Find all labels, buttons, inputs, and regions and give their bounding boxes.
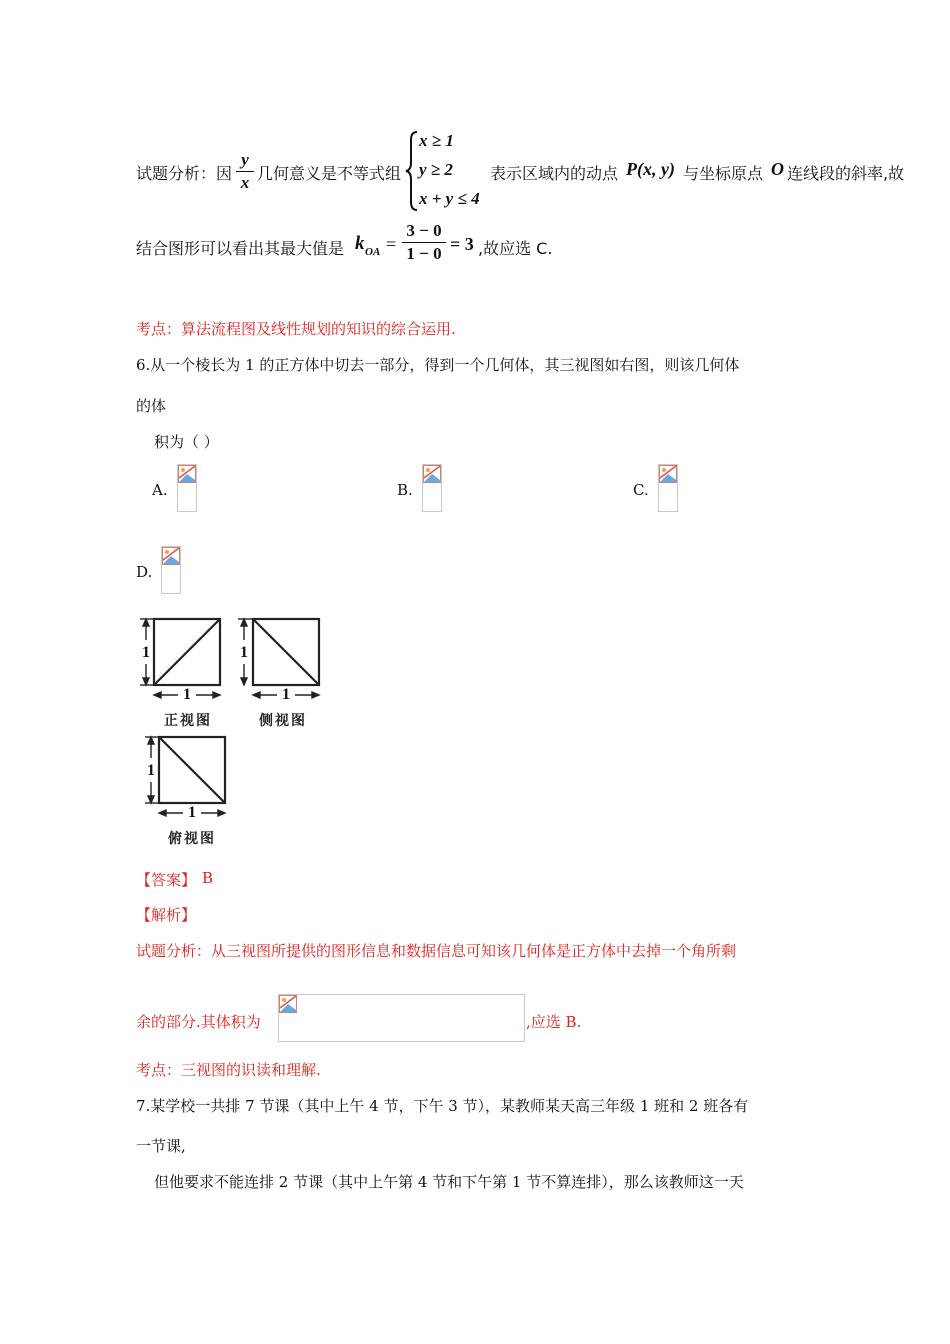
option-c-image[interactable] [658,464,678,512]
broken-image-icon [423,465,441,483]
option-d-image[interactable] [161,546,181,594]
fraction-denominator: x [240,173,250,192]
front-view-width-label: 1 [183,686,191,703]
jiexi-tag: 【解析】 [136,906,197,924]
q6-line3: 积为（ ） [154,433,219,451]
analysis-suffix-c: 连线段的斜率,故 [787,164,905,183]
option-a-image[interactable] [177,464,197,512]
option-b-image[interactable] [422,464,442,512]
analysis-line2-suffix: ,故应选 C. [478,239,553,258]
side-view-height-label: 1 [240,644,248,661]
analysis-suffix-b: 与坐标原点 [683,164,764,183]
k-subscript: OA [365,246,381,258]
kaodian-2: 考点：三视图的识读和理解. [136,1061,321,1079]
equals-sign: = [386,234,397,254]
option-a-label: A. [152,481,168,499]
kaodian-1: 考点：算法流程图及线性规划的知识的综合运用. [136,320,456,338]
analysis-prefix: 试题分析：因 [136,164,233,183]
top-view-height-label: 1 [147,762,155,779]
point-p: P(x, y) [626,159,675,179]
fraction-slope [402,221,446,264]
analysis-line2-prefix: 结合图形可以看出其最大值是 [136,239,345,258]
slope-result: = 3 [450,234,474,254]
inequality-1: x ≥ 1 [419,131,454,150]
analysis-suffix-a: 表示区域内的动点 [490,164,619,183]
broken-image-icon [162,547,180,565]
k-symbol: k [355,233,365,254]
inequality-3: x + y ≤ 4 [419,189,480,208]
answer-tag: 【答案】 [136,871,197,889]
side-view-diagonal [253,619,319,685]
option-c-label: C. [633,481,649,499]
q6-analysis-line1: 试题分析：从三视图所提供的图形信息和数据信息可知该几何体是正方体中去掉一个角所剩 [136,942,737,960]
slope-numerator: 3 − 0 [406,221,442,240]
q7-line2: 一节课, [136,1137,186,1155]
inequality-2: y ≥ 2 [419,160,453,179]
broken-image-icon [659,465,677,483]
front-view-diagonal [154,619,220,685]
three-views-figure [134,612,334,852]
answer-value: B [202,869,214,887]
volume-formula-image[interactable] [278,994,525,1042]
top-view-caption: 俯视图 [168,831,216,847]
option-d-label: D. [136,563,153,581]
slope-denominator: 1 − 0 [406,244,442,263]
front-view-caption: 正视图 [164,713,212,729]
q7-line3: 但他要求不能连排 2 节课（其中上午第 4 节和下午第 1 节不算连排），那么该教师这一天 [154,1173,744,1191]
analysis-mid: 几何意义是不等式组 [257,164,402,183]
side-view-caption: 侧视图 [259,713,307,729]
fraction-y-over-x [236,150,254,193]
fraction-numerator: y [241,150,249,169]
q6-analysis-line2-post: ,应选 B. [526,1013,582,1031]
broken-image-icon [279,995,297,1013]
origin-o: O [771,159,784,179]
q7-line1: 7.某学校一共排 7 节课（其中上午 4 节，下午 3 节），某教师某天高三年级 1 班和 2 班各有 [136,1097,749,1115]
top-view-width-label: 1 [188,804,196,821]
q6-line2: 的体 [136,397,167,415]
q6-line1: 6.从一个棱长为 1 的正方体中切去一部分，得到一个几何体，其三视图如右图，则该几何体 [136,356,740,374]
q6-analysis-line2-pre: 余的部分.其体积为 [136,1013,261,1031]
broken-image-icon [178,465,196,483]
option-b-label: B. [397,481,413,499]
side-view-width-label: 1 [282,686,290,703]
top-view-diagonal [159,737,225,803]
front-view-height-label: 1 [142,644,150,661]
left-brace-icon [404,130,420,212]
